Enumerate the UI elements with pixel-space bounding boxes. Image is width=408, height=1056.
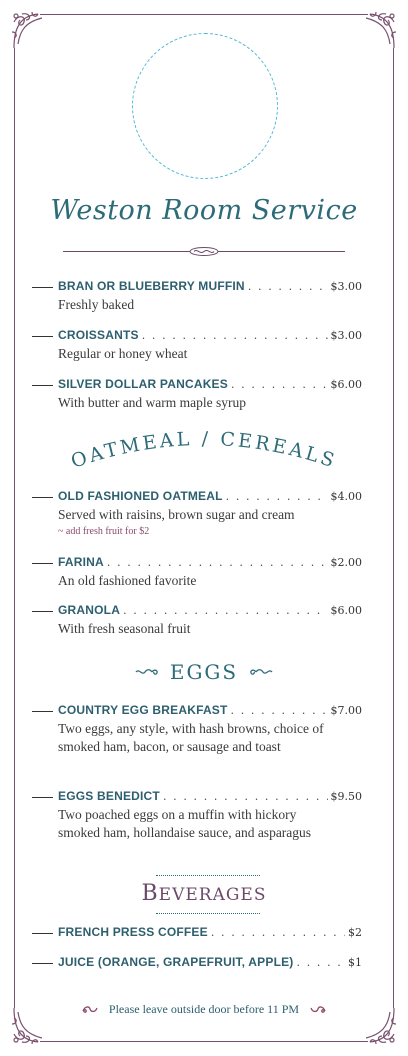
leader-dots — [231, 704, 328, 717]
item-price: $3.00 — [330, 329, 362, 342]
section-heading-oatmeal — [54, 420, 354, 480]
item-name: JUICE (ORANGE, GRAPEFRUIT, APPLE) — [58, 955, 294, 969]
section-heading-eggs — [54, 660, 354, 684]
leader-dots — [123, 604, 327, 617]
frame-top-line — [40, 14, 368, 15]
menu-item — [32, 789, 362, 842]
item-description: Two poached eggs on a muffin with hickory smoked ham, hollandaise sauce, and asparagus — [58, 807, 312, 840]
item-price: $2.00 — [330, 556, 362, 569]
leader-dots — [231, 378, 328, 391]
item-description: Freshly baked — [58, 297, 135, 312]
item-name: FRENCH PRESS COFFEE — [58, 925, 208, 939]
item-name: COUNTRY EGG BREAKFAST — [58, 703, 228, 717]
checkbox-blank[interactable] — [32, 933, 53, 934]
checkbox-blank[interactable] — [32, 287, 53, 288]
menu-item — [32, 328, 362, 363]
item-name: OLD FASHIONED OATMEAL — [58, 489, 223, 503]
frame-right-line — [393, 48, 394, 1008]
leader-dots — [226, 490, 328, 503]
item-name: BRAN OR BLUEBERRY MUFFIN — [58, 279, 245, 293]
footer-note — [40, 999, 368, 1018]
leader-dots — [107, 556, 328, 569]
item-price: $6.00 — [330, 378, 362, 391]
item-description: An old fashioned favorite — [58, 573, 197, 588]
section-heading-text: EGGS — [169, 660, 239, 684]
item-description: Regular or honey wheat — [58, 346, 188, 361]
footer-text: Please leave outside door before 11 PM — [108, 1002, 300, 1016]
section-heading-beverages — [54, 881, 354, 906]
item-description: Two eggs, any style, with hash browns, choice of smoked ham, bacon, or sausage and toast — [58, 721, 324, 754]
logo-placeholder — [132, 33, 278, 179]
beverages-rule-bottom — [156, 913, 260, 914]
item-name: FARINA — [58, 555, 104, 569]
brand-title: Weston Room Service — [50, 195, 358, 226]
leader-dots — [248, 280, 328, 293]
menu-item — [32, 279, 362, 314]
svg-text:OATMEAL / CEREALS — [68, 428, 339, 473]
menu-item — [32, 603, 362, 638]
item-description: With fresh seasonal fruit — [58, 621, 191, 636]
item-name: GRANOLA — [58, 603, 121, 617]
menu-item — [32, 703, 362, 756]
item-price: $4.00 — [330, 490, 362, 503]
menu-item — [32, 555, 362, 590]
ornament-left-icon — [135, 667, 159, 677]
item-price: $7.00 — [330, 704, 362, 717]
checkbox-blank[interactable] — [32, 336, 53, 337]
item-name: EGGS BENEDICT — [58, 789, 160, 803]
item-price: $2 — [348, 926, 362, 939]
item-price: $9.50 — [330, 790, 362, 803]
leader-dots — [211, 926, 345, 939]
menu-item — [32, 925, 362, 939]
item-name: SILVER DOLLAR PANCAKES — [58, 377, 228, 391]
swirl-right-icon — [310, 1005, 326, 1014]
swirl-left-icon — [82, 1005, 98, 1014]
ornament-right-icon — [249, 667, 273, 677]
heading-initial: B — [141, 881, 159, 906]
corner-flourish-icon — [8, 8, 52, 52]
menu-item — [32, 489, 362, 537]
item-note: ~ add fresh fruit for $2 — [58, 526, 150, 537]
corner-flourish-icon — [356, 8, 400, 52]
checkbox-blank[interactable] — [32, 963, 53, 964]
checkbox-blank[interactable] — [32, 385, 53, 386]
item-description: With butter and warm maple syrup — [58, 395, 247, 410]
checkbox-blank[interactable] — [32, 497, 53, 498]
frame-bottom-line — [40, 1041, 368, 1042]
item-price: $3.00 — [330, 280, 362, 293]
item-price: $1 — [348, 956, 362, 969]
checkbox-blank[interactable] — [32, 611, 53, 612]
frame-left-line — [14, 48, 15, 1008]
leader-dots — [297, 956, 345, 969]
section-heading-text: OATMEAL / CEREALS — [68, 427, 340, 473]
menu-item — [32, 955, 362, 969]
divider-flourish-icon — [188, 246, 220, 257]
heading-rest: EVERAGES — [158, 885, 267, 905]
menu-item — [32, 377, 362, 412]
item-price: $6.00 — [330, 604, 362, 617]
item-name: CROISSANTS — [58, 328, 139, 342]
checkbox-blank[interactable] — [32, 563, 53, 564]
leader-dots — [142, 329, 328, 342]
leader-dots — [163, 790, 328, 803]
checkbox-blank[interactable] — [32, 711, 53, 712]
beverages-rule-top — [156, 875, 260, 876]
item-description: Served with raisins, brown sugar and cream — [58, 507, 295, 522]
checkbox-blank[interactable] — [32, 797, 53, 798]
